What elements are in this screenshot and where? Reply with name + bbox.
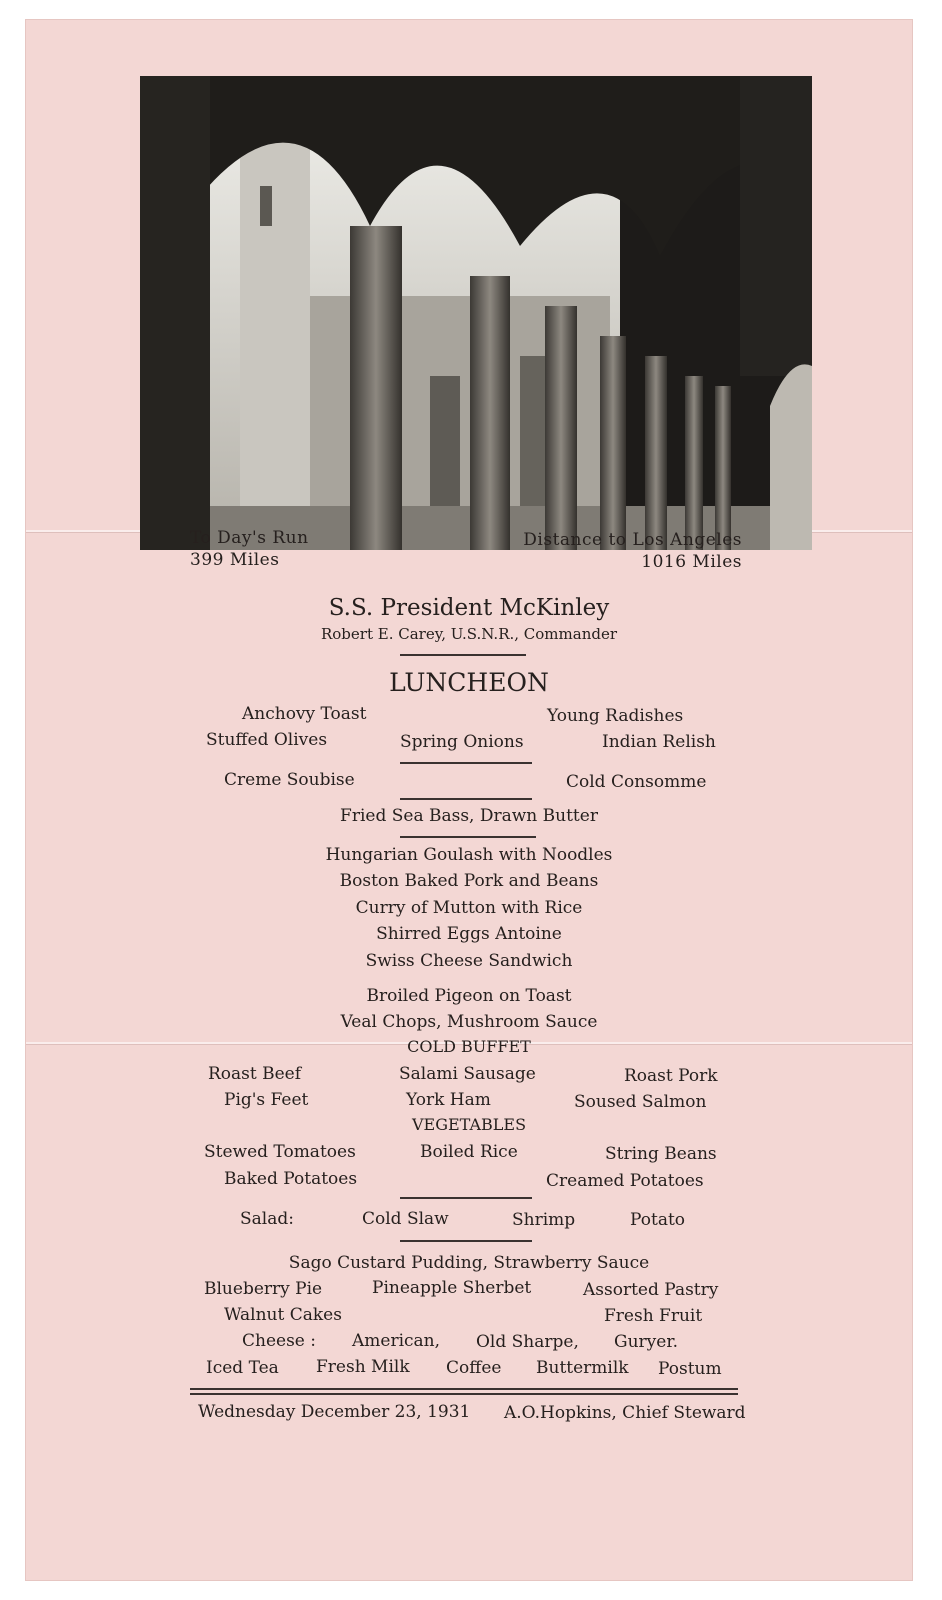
salad-label: Salad: (240, 1209, 294, 1229)
menu-item: York Ham (406, 1090, 491, 1110)
divider (400, 798, 532, 800)
menu-item: Old Sharpe, (476, 1332, 579, 1352)
menu-item: String Beans (605, 1144, 717, 1164)
menu-item: Sago Custard Pudding, Strawberry Sauce (288, 1253, 650, 1273)
menu-item: Assorted Pastry (583, 1280, 719, 1300)
divider (400, 654, 526, 656)
menu-item: Boston Baked Pork and Beans (339, 871, 599, 891)
menu-item: Potato (630, 1210, 686, 1230)
menu-item: Blueberry Pie (204, 1279, 323, 1299)
menu-item: Fried Sea Bass, Drawn Butter (340, 806, 598, 826)
menu-item: Stewed Tomatoes (204, 1142, 356, 1162)
footer-double-rule (190, 1393, 738, 1395)
menu-item: Pineapple Sherbet (372, 1278, 532, 1298)
menu-date: Wednesday December 23, 1931 (198, 1402, 471, 1422)
menu-item: Fresh Fruit (604, 1306, 703, 1326)
menu-item: Walnut Cakes (224, 1305, 342, 1325)
section-heading: VEGETABLES (411, 1115, 527, 1134)
todays-run-value: 399 Miles (190, 550, 280, 570)
menu-item: American, (352, 1331, 441, 1351)
todays-run-label: To Day's Run (190, 528, 309, 548)
menu-item: Curry of Mutton with Rice (355, 898, 583, 918)
menu-item: Salami Sausage (399, 1064, 536, 1084)
divider (400, 1240, 532, 1242)
menu-item: Young Radishes (547, 706, 684, 726)
menu-item: Iced Tea (206, 1358, 279, 1378)
menu-item: Cold Consomme (566, 772, 707, 792)
commander: Robert E. Carey, U.S.N.R., Commander (320, 625, 618, 643)
ship-name: S.S. President McKinley (328, 595, 610, 621)
section-heading: COLD BUFFET (407, 1037, 531, 1056)
menu-item: Veal Chops, Mushroom Sauce (340, 1012, 598, 1032)
menu-item: Stuffed Olives (206, 730, 328, 750)
menu-item: Roast Pork (624, 1066, 718, 1086)
menu-item: Pig's Feet (224, 1090, 309, 1110)
divider (400, 836, 536, 838)
menu-item: Soused Salmon (574, 1092, 707, 1112)
distance-value: 1016 Miles (641, 552, 742, 572)
distance-label: Distance to Los Angeles (523, 530, 742, 550)
menu-item: Hungarian Goulash with Noodles (325, 845, 613, 865)
footer-double-rule (190, 1388, 738, 1390)
chief-steward: A.O.Hopkins, Chief Steward (504, 1403, 746, 1423)
divider (400, 762, 532, 764)
menu-title: LUNCHEON (389, 668, 549, 697)
menu-item: Creme Soubise (224, 770, 355, 790)
menu-item: Swiss Cheese Sandwich (365, 951, 573, 971)
menu-item: Broiled Pigeon on Toast (366, 986, 572, 1006)
menu-item: Buttermilk (536, 1358, 629, 1378)
menu-item: Shirred Eggs Antoine (376, 924, 562, 944)
menu-item: Anchovy Toast (242, 704, 367, 724)
menu-item: Coffee (446, 1358, 502, 1378)
menu-item: Boiled Rice (420, 1142, 518, 1162)
menu-item: Roast Beef (208, 1064, 302, 1084)
arcade-cathedral-photo (140, 76, 812, 550)
menu-item: Guryer. (614, 1332, 678, 1352)
menu-item: Spring Onions (400, 732, 524, 752)
menu-item: Creamed Potatoes (546, 1171, 704, 1191)
menu-item: Shrimp (512, 1210, 576, 1230)
menu-item: Cold Slaw (362, 1209, 449, 1229)
menu-item: Baked Potatoes (224, 1169, 358, 1189)
menu-item: Postum (658, 1359, 722, 1379)
menu-item: Indian Relish (602, 732, 716, 752)
divider (400, 1197, 532, 1199)
cheese-label: Cheese : (242, 1331, 316, 1351)
menu-item: Fresh Milk (316, 1357, 410, 1377)
menu-card (26, 20, 912, 1580)
